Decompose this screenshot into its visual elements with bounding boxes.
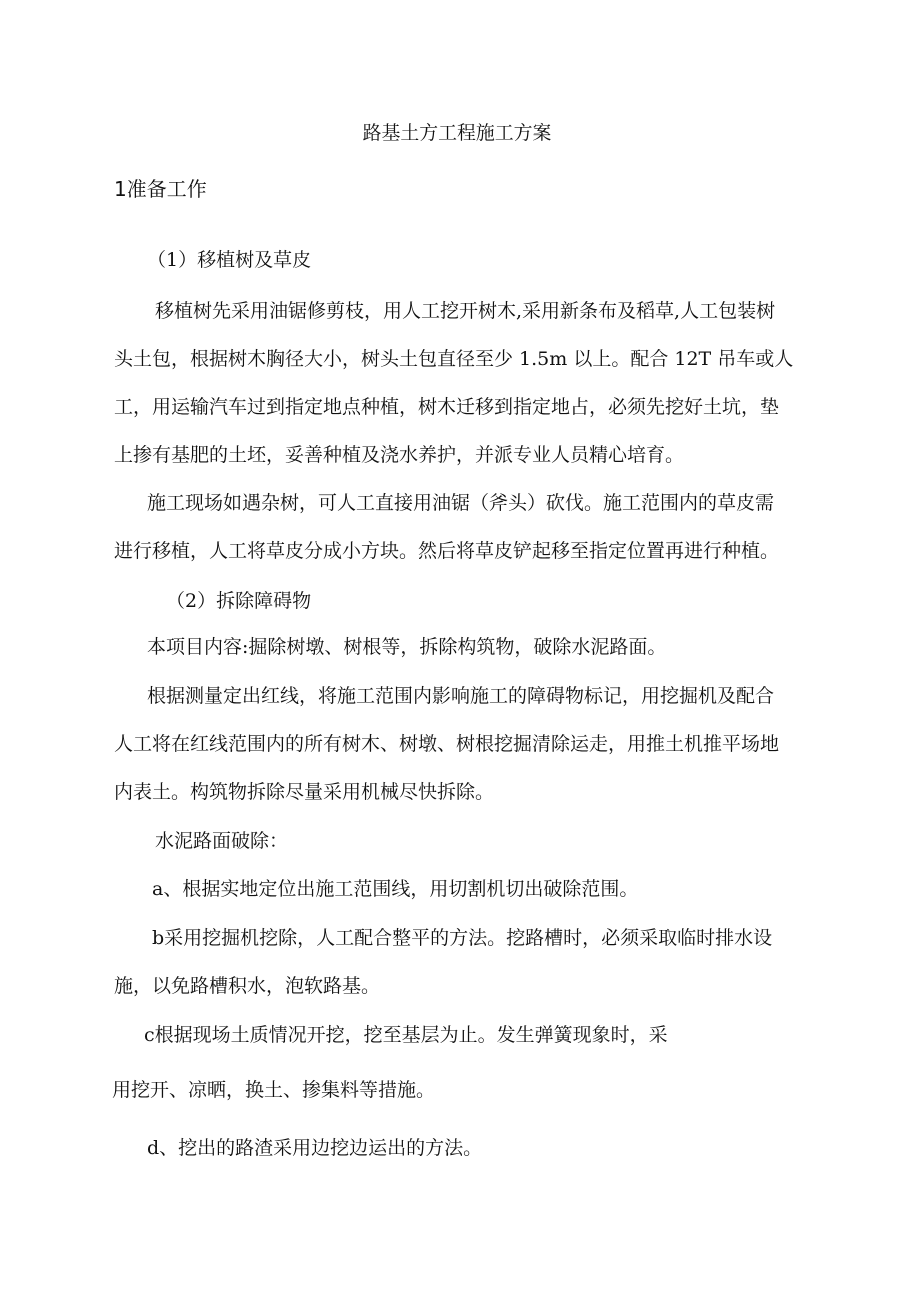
paragraph-2-line-2: 进行移植，人工将草皮分成小方块。然后将草皮铲起移至指定位置再进行种植。 <box>114 540 780 562</box>
paragraph-1-line-1: 移植树先采用油锯修剪枝，用人工挖开树木,采用新条布及稻草,人工包装树 <box>155 300 776 322</box>
subsection-heading-2: （2）拆除障碍物 <box>166 590 312 612</box>
item-b-line-1: b采用挖掘机挖除，人工配合整平的方法。挖路槽时，必须采取临时排水设 <box>152 927 773 949</box>
paragraph-1-line-3: 工，用运输汽车过到指定地点种植，树木迁移到指定地占，必须先挖好土坑，垫 <box>114 396 780 418</box>
item-d: d、挖出的路渣采用边挖边运出的方法。 <box>147 1137 483 1159</box>
paragraph-4-line-3: 内表土。构筑物拆除尽量采用机械尽快拆除。 <box>114 781 495 803</box>
document-title: 路基土方工程施工方案 <box>362 122 552 144</box>
paragraph-1-line-4: 上掺有基肥的土坯，妥善种植及浇水养护，并派专业人员精心培育。 <box>114 444 685 466</box>
item-b-line-2: 施，以免路槽积水，泡软路基。 <box>114 975 381 997</box>
concrete-removal-heading: 水泥路面破除： <box>155 830 289 852</box>
item-c-line-1: c根据现场土质情况开挖，挖至基层为止。发生弹簧现象时，采 <box>144 1024 668 1046</box>
item-a: a、根据实地定位出施工范围线，用切割机切出破除范围。 <box>152 878 639 900</box>
paragraph-4-line-2: 人工将在红线范围内的所有树木、树墩、树根挖掘清除运走，用推土机推平场地 <box>114 733 780 755</box>
paragraph-4-line-1: 根据测量定出红线，将施工范围内影响施工的障碍物标记，用挖掘机及配合 <box>147 685 775 707</box>
section-heading: 1准备工作 <box>114 177 207 201</box>
paragraph-2-line-1: 施工现场如遇杂树，可人工直接用油锯（斧头）砍伐。施工范围内的草皮需 <box>147 492 775 514</box>
paragraph-1-line-2: 头土包，根据树木胸径大小，树头土包直径至少 1.5m 以上。配合 12T 吊车或人 <box>114 348 794 370</box>
subsection-heading-1: （1）移植树及草皮 <box>147 249 312 271</box>
paragraph-3: 本项目内容:掘除树墩、树根等，拆除构筑物，破除水泥路面。 <box>147 636 667 658</box>
item-c-line-2: 用挖开、凉晒，换土、掺集料等措施。 <box>112 1079 436 1101</box>
